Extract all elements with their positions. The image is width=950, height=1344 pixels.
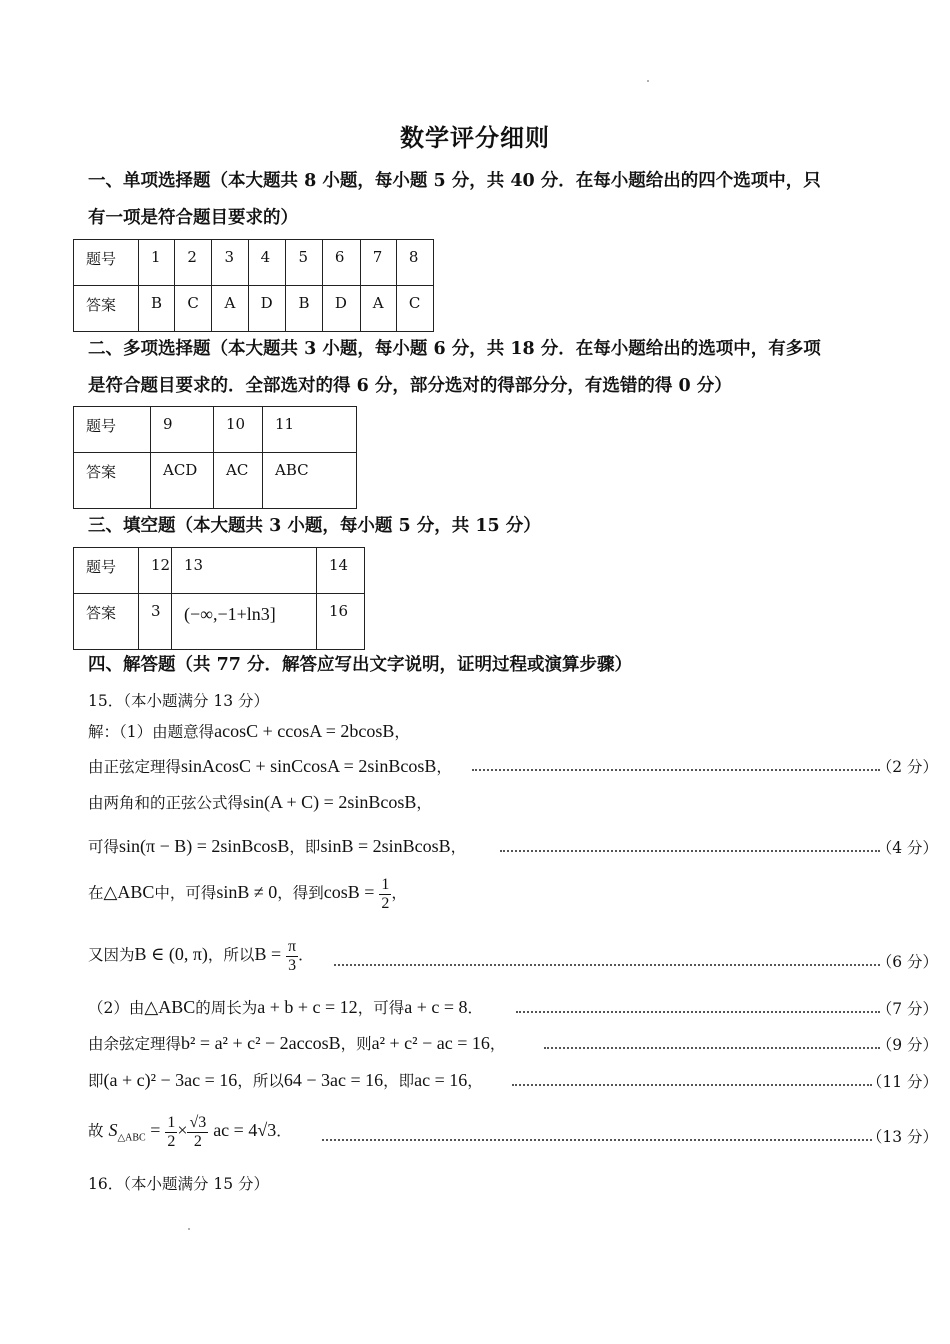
fraction: $\frac{\pi}{3}$ [288, 938, 297, 974]
question-16-header: 16．（本小题满分 15 分） [88, 1175, 270, 1193]
solution-line-3: 由两角和的正弦公式得sin(A + C) = 2sinBcosB， [88, 792, 432, 812]
formula: b² = a² + c² − 2accosB [181, 1033, 341, 1053]
answer-cell: D [248, 286, 286, 332]
formula: a + b + c = 12 [257, 997, 358, 1017]
page-speck-top [647, 80, 649, 82]
answer-cell: A [360, 286, 396, 332]
fraction: $\frac{1}{2}$ [167, 1114, 176, 1150]
row-label-number: 题号 [74, 548, 139, 594]
answer-cell: ACD [151, 453, 214, 509]
question-number: 5 [286, 240, 322, 286]
section-4-heading: 四、解答题（共 77 分．解答应写出文字说明，证明过程或演算步骤） [88, 655, 633, 675]
answer-cell: C [175, 286, 212, 332]
formula: B ∈ (0, π) [134, 944, 208, 965]
formula: acosC + ccosA = 2bcosB [214, 721, 395, 741]
score-mark: （7 分） [876, 1000, 938, 1018]
section-2-heading-line2: 是符合题目要求的．全部选对的得 6 分，部分选对的得部分分，有选错的得 0 分） [88, 376, 732, 396]
formula: a² + c² − ac = 16 [371, 1033, 490, 1053]
section-1-heading-line2: 有一项是符合题目要求的） [88, 208, 298, 228]
fill-blank-answer-table [73, 547, 365, 650]
formula: sinAcosC + sinCcosA = 2sinBcosB [181, 756, 437, 776]
solution-line-9: 即(a + c)² − 3ac = 16，所以64 − 3ac = 16，即ac = 16， [88, 1070, 483, 1090]
page-title: 数学评分细则 [400, 123, 550, 152]
solution-line-2: 由正弦定理得sinAcosC + sinCcosA = 2sinBcosB， [88, 756, 452, 776]
formula: B = [254, 944, 282, 965]
question-number: 9 [151, 407, 214, 453]
solution-line-6: 又因为B ∈ (0, π)，所以B = $\frac{\pi}{3}$ ． [88, 938, 314, 974]
answer-cell: AC [214, 453, 263, 509]
answer-cell: 3 [139, 594, 172, 650]
solution-line-8: 由余弦定理得b² = a² + c² − 2accosB，则a² + c² − ac = 16， [88, 1033, 506, 1053]
fraction: $\frac{√3}{2}$ [189, 1114, 207, 1150]
answer-cell: B [286, 286, 322, 332]
score-mark: （2 分） [876, 758, 938, 776]
leader-dots [516, 1011, 880, 1013]
formula: sin(π − B) = 2sinBcosB [119, 836, 290, 856]
formula: $S_{\triangle ABC}$ = [108, 1120, 161, 1144]
section-3-heading: 三、填空题（本大题共 3 小题，每小题 5 分，共 15 分） [88, 516, 541, 536]
formula: sin(A + C) = 2sinBcosB [243, 792, 417, 812]
solution-line-4: 可得sin(π − B) = 2sinBcosB，即sinB = 2sinBcosB， [88, 836, 467, 856]
score-mark: （11 分） [866, 1073, 938, 1091]
question-number: 12 [139, 548, 172, 594]
row-label-answer: 答案 [74, 286, 139, 332]
solution-line-1: 解：（1）由题意得acosC + ccosA = 2bcosB， [88, 721, 410, 741]
solution-line-7: （2）由△ABC的周长为a + b + c = 12，可得a + c = 8． [88, 997, 483, 1017]
fraction: $\frac{1}{2}$ [381, 876, 390, 912]
solution-line-5: 在△ABC中，可得sinB ≠ 0，得到cosB = $\frac{1}{2}$ ， [88, 876, 407, 912]
formula: cosB = [323, 882, 375, 903]
question-number: 1 [139, 240, 175, 286]
formula: sinB ≠ 0 [216, 882, 278, 903]
leader-dots [472, 769, 880, 771]
score-mark: （13 分） [866, 1128, 938, 1146]
question-number: 4 [248, 240, 286, 286]
question-number: 7 [360, 240, 396, 286]
leader-dots [512, 1084, 872, 1086]
question-number: 10 [214, 407, 263, 453]
question-number: 13 [172, 548, 317, 594]
answer-cell: ABC [263, 453, 357, 509]
formula: sinB = 2sinBcosB [320, 836, 451, 856]
formula: ac = 4√3 [213, 1120, 277, 1141]
row-label-number: 题号 [74, 240, 139, 286]
answer-cell: 16 [317, 594, 365, 650]
row-label-answer: 答案 [74, 594, 139, 650]
formula: 64 − 3ac = 16 [283, 1070, 384, 1090]
answer-cell: A [212, 286, 248, 332]
score-mark: （6 分） [876, 953, 938, 971]
leader-dots [334, 964, 880, 966]
section-2-heading-line1: 二、多项选择题（本大题共 3 小题，每小题 6 分，共 18 分．在每小题给出的选项中，有多项 [88, 339, 821, 359]
row-label-number: 题号 [74, 407, 151, 453]
formula: a + c = 8 [404, 997, 468, 1017]
score-mark: （9 分） [876, 1036, 938, 1054]
section-1-heading-line1: 一、单项选择题（本大题共 8 小题，每小题 5 分，共 40 分．在每小题给出的四个选项中，只 [88, 171, 821, 191]
answer-cell: B [139, 286, 175, 332]
row-label-answer: 答案 [74, 453, 151, 509]
formula: △ABC [144, 997, 196, 1017]
question-number: 14 [317, 548, 365, 594]
question-number: 3 [212, 240, 248, 286]
question-15-header: 15．（本小题满分 13 分） [88, 692, 270, 710]
multi-choice-answer-table [73, 406, 357, 509]
formula: ac = 16 [414, 1070, 468, 1090]
single-choice-answer-table [73, 239, 434, 332]
page-speck-bottom [188, 1228, 190, 1230]
leader-dots [500, 850, 880, 852]
question-number: 11 [263, 407, 357, 453]
question-number: 6 [322, 240, 360, 286]
formula: (a + c)² − 3ac = 16 [103, 1070, 238, 1090]
answer-cell: (−∞,−1+ln3] [172, 594, 317, 650]
leader-dots [544, 1047, 880, 1049]
question-number: 8 [396, 240, 433, 286]
question-number: 2 [175, 240, 212, 286]
solution-line-10: 故 $S_{\triangle ABC}$ = $\frac{1}{2}$ × $\frac{√3}{2}$ ac = 4√3． [88, 1114, 292, 1150]
answer-cell: C [396, 286, 433, 332]
formula: △ABC [103, 882, 155, 903]
score-mark: （4 分） [876, 839, 938, 857]
leader-dots [322, 1139, 872, 1141]
answer-cell: D [322, 286, 360, 332]
